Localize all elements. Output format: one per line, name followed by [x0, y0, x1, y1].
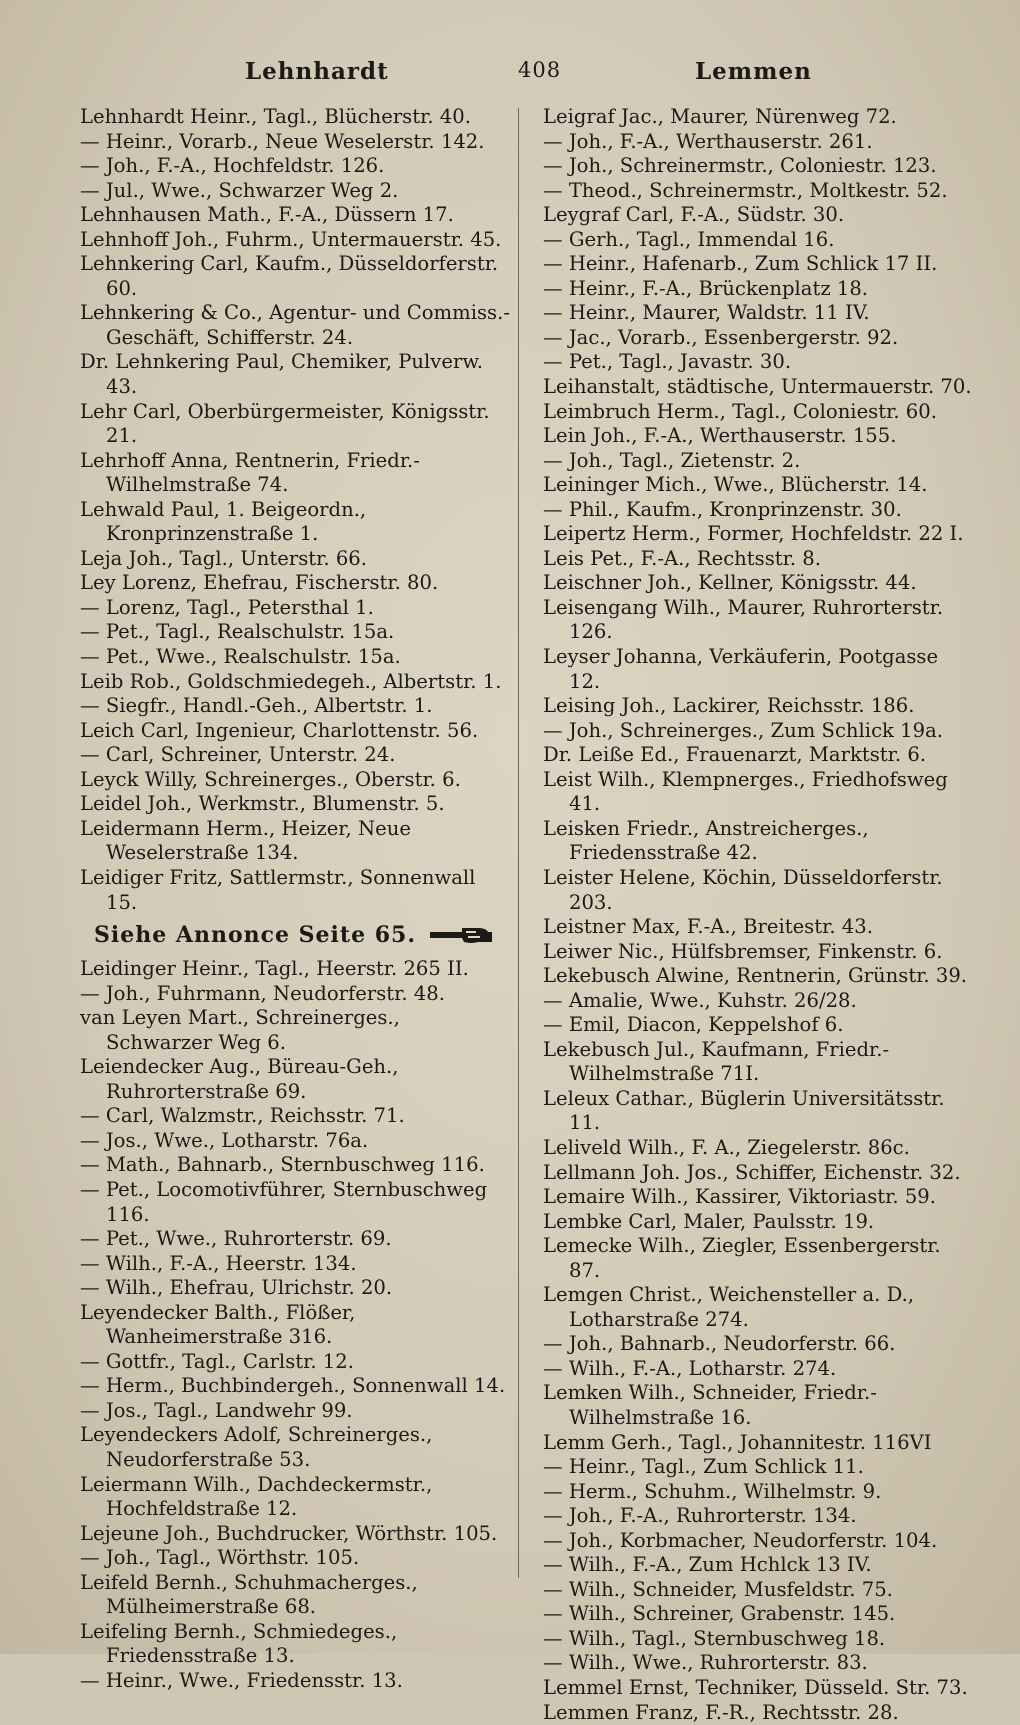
directory-entry: — Theod., Schreinermstr., Moltkestr. 52. [543, 178, 948, 202]
directory-entry: — Jul., Wwe., Schwarzer Weg 2. [80, 178, 399, 202]
directory-entry: Lehnhardt Heinr., Tagl., Blücherstr. 40. [80, 105, 471, 128]
directory-entry: Lembke Carl, Maler, Paulsstr. 19. [543, 1209, 875, 1233]
directory-entry: — Math., Bahnarb., Sternbuschweg 116. [80, 1153, 485, 1177]
directory-entry: Leihanstalt, städtische, Untermauerstr. 70. [543, 375, 972, 399]
directory-entry: Lemecke Wilh., Ziegler, Essenbergerstr. 87. [543, 1234, 941, 1282]
directory-entry: — Joh., F.-A., Werthauserstr. 261. [543, 129, 873, 153]
directory-entry: Leyser Johanna, Verkäuferin, Pootgasse 12. [543, 645, 939, 693]
directory-entry: — Joh., Korbmacher, Neudorferstr. 104. [543, 1528, 938, 1552]
directory-entry: Lehrhoff Anna, Rentnerin, Friedr.-Wilhelmstraße 74. [80, 448, 420, 497]
directory-entry: — Pet., Locomotivführer, Sternbuschweg 116. [80, 1177, 488, 1226]
directory-entry: Lekebusch Alwine, Rentnerin, Grünstr. 39. [543, 964, 968, 988]
directory-entry: — Pet., Wwe., Realschulstr. 15a. [80, 645, 401, 669]
directory-entry: — Lorenz, Tagl., Petersthal 1. [80, 595, 374, 619]
directory-entry: Lehnhausen Math., F.-A., Düssern 17. [80, 203, 454, 227]
directory-entry: Leigraf Jac., Maurer, Nürenweg 72. [543, 105, 897, 128]
directory-entry: Leliveld Wilh., F. A., Ziegelerstr. 86c. [543, 1135, 910, 1159]
directory-entry: Leifeling Bernh., Schmiedeges., Friedensstraße 13. [80, 1619, 398, 1668]
directory-entry: Lemm Gerh., Tagl., Johannitestr. 116VI [543, 1430, 932, 1454]
page-number: 408 [518, 58, 562, 82]
directory-entry: Lekebusch Jul., Kaufmann, Friedr.-Wilhelmstraße 71I. [543, 1037, 890, 1086]
directory-entry: Leipertz Herm., Former, Hochfeldstr. 22 I. [543, 522, 964, 546]
directory-entry: — Wilh., Schneider, Musfeldstr. 75. [543, 1577, 893, 1601]
directory-entry: — Wilh., F.-A., Lotharstr. 274. [543, 1356, 837, 1380]
directory-entry: Lemgen Christ., Weichensteller a. D., Lotharstraße 274. [543, 1283, 915, 1331]
directory-entry: — Pet., Wwe., Ruhrorterstr. 69. [80, 1227, 392, 1251]
directory-entry: Lehr Carl, Oberbürgermeister, Königsstr. 21. [80, 399, 490, 448]
directory-entry: Leisken Friedr., Anstreicherges., Friedensstraße 42. [543, 816, 869, 865]
directory-entry: — Heinr., Hafenarb., Zum Schlick 17 II. [543, 252, 938, 276]
directory-entry: — Jos., Tagl., Landwehr 99. [80, 1398, 353, 1422]
directory-entry: van Leyen Mart., Schreinerges., Schwarzer Weg 6. [80, 1006, 400, 1054]
directory-entry: Leyendecker Balth., Flößer, Wanheimerstraße 316. [80, 1300, 356, 1349]
left-entry-list-2 [80, 957, 510, 1693]
directory-entry: — Gottfr., Tagl., Carlstr. 12. [80, 1349, 354, 1373]
directory-entry: — Herm., Schuhm., Wilhelmstr. 9. [543, 1479, 882, 1503]
directory-entry: — Wilh., Wwe., Ruhrorterstr. 83. [543, 1651, 868, 1675]
right-entry-list [543, 105, 973, 1725]
page-header [80, 58, 980, 92]
directory-entry: Dr. Leiße Ed., Frauenarzt, Marktstr. 6. [543, 743, 927, 767]
directory-entry: — Heinr., Maurer, Waldstr. 11 IV. [543, 301, 870, 325]
directory-entry: Leyendeckers Adolf, Schreinerges., Neudorferstraße 53. [80, 1423, 433, 1471]
directory-entry: Leifeld Bernh., Schuhmacherges., Mülheimerstraße 68. [80, 1570, 418, 1619]
directory-entry: — Jos., Wwe., Lotharstr. 76a. [80, 1128, 369, 1152]
directory-entry: Leja Joh., Tagl., Unterstr. 66. [80, 546, 367, 570]
directory-entry: Leich Carl, Ingenieur, Charlottenstr. 56. [80, 718, 479, 742]
left-entry-list [80, 105, 510, 915]
directory-entry: — Heinr., Wwe., Friedensstr. 13. [80, 1668, 403, 1692]
directory-entry: — Phil., Kaufm., Kronprinzenstr. 30. [543, 497, 902, 521]
directory-entry: — Carl, Schreiner, Unterstr. 24. [80, 743, 396, 767]
directory-entry: — Siegfr., Handl.-Geh., Albertstr. 1. [80, 694, 433, 718]
directory-entry: Leis Pet., F.-A., Rechtsstr. 8. [543, 546, 822, 570]
directory-entry: Leidiger Fritz, Sattlermstr., Sonnenwall 15. [80, 865, 476, 914]
directory-entry: — Wilh., Schreiner, Grabenstr. 145. [543, 1602, 896, 1626]
directory-entry: — Wilh., F.-A., Zum Hchlck 13 IV. [543, 1553, 872, 1577]
directory-entry: — Wilh., Ehefrau, Ulrichstr. 20. [80, 1276, 393, 1300]
directory-entry: Leidel Joh., Werkmstr., Blumenstr. 5. [80, 792, 445, 816]
directory-entry: Lellmann Joh. Jos., Schiffer, Eichenstr. 32. [543, 1160, 961, 1184]
directory-entry: Lehnkering & Co., Agentur- und Commiss.-Geschäft, Schifferstr. 24. [80, 301, 510, 349]
directory-entry: Lemmen Franz, F.-R., Rechtsstr. 28. [543, 1700, 899, 1724]
directory-entry: Lehwald Paul, 1. Beigeordn., Kronprinzenstraße 1. [80, 497, 367, 546]
pointing-hand-icon [428, 924, 494, 946]
directory-entry: — Gerh., Tagl., Immendal 16. [543, 227, 835, 251]
directory-entry: — Pet., Tagl., Realschulstr. 15a. [80, 620, 395, 644]
directory-entry: — Joh., F.-A., Hochfeldstr. 126. [80, 154, 385, 178]
directory-entry: Leistner Max, F.-A., Breitestr. 43. [543, 915, 873, 939]
directory-entry: Leiwer Nic., Hülfsbremser, Finkenstr. 6. [543, 939, 943, 963]
left-column [80, 105, 510, 1693]
directory-entry: Leiendecker Aug., Büreau-Geh., Ruhrorterstraße 69. [80, 1055, 399, 1103]
directory-entry: — Heinr., Tagl., Zum Schlick 11. [543, 1455, 864, 1479]
directory-entry: — Joh., Fuhrmann, Neudorferstr. 48. [80, 981, 445, 1005]
directory-entry: Dr. Lehnkering Paul, Chemiker, Pulverw. 43. [80, 350, 484, 399]
directory-entry: Ley Lorenz, Ehefrau, Fischerstr. 80. [80, 571, 439, 595]
directory-entry: Leising Joh., Lackirer, Reichsstr. 186. [543, 694, 915, 718]
directory-entry: Leidermann Herm., Heizer, Neue Weselerstraße 134. [80, 816, 411, 865]
directory-entry: Leischner Joh., Kellner, Königsstr. 44. [543, 571, 917, 595]
column-divider [518, 108, 519, 1578]
annonce-text: Siehe Annonce Seite 65. [94, 922, 417, 949]
directory-entry: — Carl, Walzmstr., Reichsstr. 71. [80, 1104, 405, 1128]
directory-entry: Leidinger Heinr., Tagl., Heerstr. 265 II. [80, 957, 469, 981]
directory-entry: — Emil, Diacon, Keppelshof 6. [543, 1013, 844, 1037]
directory-entry: — Wilh., Tagl., Sternbuschweg 18. [543, 1626, 886, 1650]
annonce-notice [94, 921, 510, 949]
directory-entry: Leisengang Wilh., Maurer, Ruhrorterstr. 126. [543, 595, 944, 644]
directory-entry: — Heinr., Vorarb., Neue Weselerstr. 142. [80, 129, 485, 153]
directory-entry: — Joh., Tagl., Zietenstr. 2. [543, 448, 801, 472]
directory-entry: — Joh., F.-A., Ruhrorterstr. 134. [543, 1504, 857, 1528]
directory-entry: — Joh., Bahnarb., Neudorferstr. 66. [543, 1332, 896, 1356]
directory-entry: — Wilh., F.-A., Heerstr. 134. [80, 1251, 357, 1275]
directory-entry: Leygraf Carl, F.-A., Südstr. 30. [543, 203, 845, 227]
directory-entry: Lehnkering Carl, Kaufm., Düsseldorferstr. 60. [80, 252, 499, 300]
directory-entry: Leist Wilh., Klempnerges., Friedhofsweg 41. [543, 767, 948, 816]
directory-entry: Leimbruch Herm., Tagl., Coloniestr. 60. [543, 399, 937, 423]
directory-entry: Lein Joh., F.-A., Werthauserstr. 155. [543, 424, 897, 448]
header-right-keyword: Lemmen [695, 58, 812, 85]
directory-entry: Leib Rob., Goldschmiedegeh., Albertstr. 1. [80, 669, 502, 693]
directory-entry: Leiermann Wilh., Dachdeckermstr., Hochfeldstraße 12. [80, 1472, 433, 1521]
directory-entry: Leyck Willy, Schreinerges., Oberstr. 6. [80, 767, 461, 791]
directory-entry: — Joh., Schreinermstr., Coloniestr. 123. [543, 154, 937, 178]
directory-entry: Leleux Cathar., Büglerin Universitätsstr. 11. [543, 1086, 945, 1135]
directory-entry: Lejeune Joh., Buchdrucker, Wörthstr. 105. [80, 1521, 498, 1545]
directory-entry: — Heinr., F.-A., Brückenplatz 18. [543, 276, 869, 300]
header-left-keyword: Lehnhardt [245, 58, 389, 85]
directory-entry: — Pet., Tagl., Javastr. 30. [543, 350, 792, 374]
directory-entry: Leininger Mich., Wwe., Blücherstr. 14. [543, 473, 928, 497]
directory-entry: — Joh., Schreinerges., Zum Schlick 19a. [543, 718, 943, 742]
directory-entry: Lehnhoff Joh., Fuhrm., Untermauerstr. 45. [80, 227, 502, 251]
directory-entry: — Herm., Buchbindergeh., Sonnenwall 14. [80, 1374, 506, 1398]
directory-entry: — Joh., Tagl., Wörthstr. 105. [80, 1546, 360, 1570]
directory-entry: Leister Helene, Köchin, Düsseldorferstr. 203. [543, 865, 943, 914]
directory-entry: — Jac., Vorarb., Essenbergerstr. 92. [543, 325, 899, 349]
directory-entry: Lemken Wilh., Schneider, Friedr.-Wilhelmstraße 16. [543, 1381, 877, 1429]
right-column [543, 105, 973, 1725]
directory-entry: Lemmel Ernst, Techniker, Düsseld. Str. 73. [543, 1676, 968, 1699]
directory-entry: Lemaire Wilh., Kassirer, Viktoriastr. 59. [543, 1185, 936, 1209]
directory-entry: — Amalie, Wwe., Kuhstr. 26/28. [543, 988, 857, 1012]
